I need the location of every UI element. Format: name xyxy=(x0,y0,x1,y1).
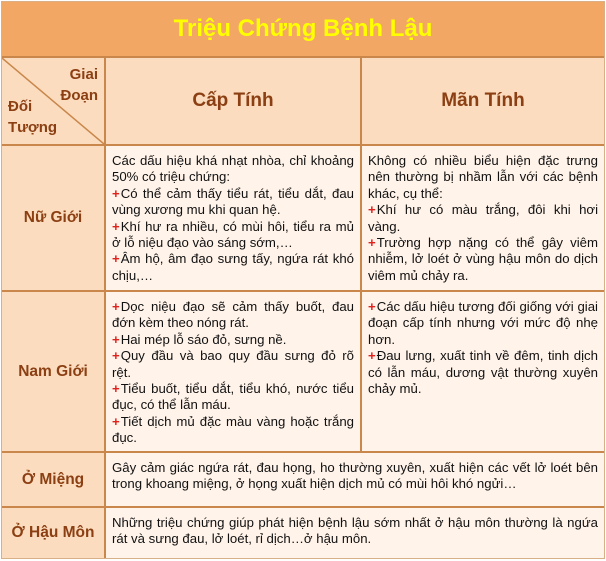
row-label-male: Nam Giới xyxy=(2,292,106,453)
row-label-mouth: Ở Miệng xyxy=(2,453,106,508)
list-item: +Hai mép lỗ sáo đỏ, sưng nề. xyxy=(112,331,287,347)
plus-icon: + xyxy=(112,413,120,429)
plus-icon: + xyxy=(112,331,120,347)
list-item: +Tiểu buốt, tiểu dắt, tiểu khó, nước tiểu đục, có thể lẫn máu. xyxy=(112,381,354,413)
plus-icon: + xyxy=(112,381,120,397)
plus-icon: + xyxy=(368,348,376,364)
stage-label: Giai Đoạn xyxy=(60,66,98,104)
female-acute-cell: Các dấu hiệu khá nhạt nhòa, chỉ khoảng 50% có triệu chứng: +Có thể cảm thấy tiểu rát, tiểu dắt, đau vùng xương mu khi quan hệ. +Khí hư ra nhiều, có mùi hôi, tiểu ra mủ ở lỗ niệu đạo vào sáng sớm,… +Âm hộ, âm đạo sưng tấy, ngứa rát khó chịu,… xyxy=(106,146,362,292)
column-header-acute: Cấp Tính xyxy=(106,58,362,146)
plus-icon: + xyxy=(112,348,120,364)
plus-icon: + xyxy=(368,235,376,251)
plus-icon: + xyxy=(112,251,120,267)
anus-cell: Những triệu chứng giúp phát hiện bệnh lậu sớm nhất ở hậu môn thường là ngứa rát và sưng đau, lở loét, rỉ dịch…ở hậu môn. xyxy=(106,508,604,558)
symptom-table xyxy=(1,1,605,559)
row-label-anus: Ở Hậu Môn xyxy=(2,508,106,558)
corner-header-cell xyxy=(2,58,106,146)
subject-label: Đối Tượng xyxy=(8,98,58,136)
plus-icon: + xyxy=(368,299,376,314)
male-chronic-cell xyxy=(362,292,604,453)
table-title: Triệu Chứng Bệnh Lậu xyxy=(2,2,604,58)
mouth-cell: Gây cảm giác ngứa rát, đau họng, ho thường xuyên, xuất hiện các vết lở loét bên trong khoang miệng, ở họng xuất hiện dịch mủ có mùi hôi khó ngửi… xyxy=(106,453,604,508)
plus-icon: + xyxy=(112,185,120,201)
list-item: +Đau lưng, xuất tinh về đêm, tinh dịch có lẫn máu, dương vật thường xuyên chảy mủ. xyxy=(368,348,598,397)
plus-icon: + xyxy=(368,202,376,218)
list-item: +Khí hư ra nhiều, có mùi hôi, tiểu ra mủ ở lỗ niệu đạo vào sáng sớm,… xyxy=(112,218,354,251)
list-item: +Các dấu hiệu tương đối giống với giai đoạn cấp tính nhưng với mức độ nhẹ hơn. xyxy=(368,299,598,347)
list-item: +Trường hợp nặng có thể gây viêm nhiễm, lở loét ở vùng hậu môn do dịch viêm mủ chảy ra. xyxy=(368,235,598,283)
female-chronic-cell: Không có nhiều biểu hiện đặc trưng nên thường bị nhầm lẫn với các bệnh khác, cụ thể: +Khí hư có màu trắng, đôi khi hơi vàng. +Trường hợp nặng có thể gây viêm nhiễm, lở loét ở vùng hậu môn do dịch viêm mủ chảy ra. xyxy=(362,146,604,292)
row-label-female: Nữ Giới xyxy=(2,146,106,292)
plus-icon: + xyxy=(112,299,120,314)
plus-icon: + xyxy=(112,218,120,234)
list-item: +Quy đầu và bao quy đầu sưng đỏ rõ rệt. xyxy=(112,348,354,380)
list-item: +Dọc niệu đạo sẽ cảm thấy buốt, đau đớn kèm theo nóng rát. xyxy=(112,299,354,331)
list-item: +Âm hộ, âm đạo sưng tấy, ngứa rát khó chịu,… xyxy=(112,251,354,283)
male-acute-cell xyxy=(106,292,362,453)
column-header-chronic: Mãn Tính xyxy=(362,58,604,146)
list-item: +Có thể cảm thấy tiểu rát, tiểu dắt, đau vùng xương mu khi quan hệ. xyxy=(112,185,354,218)
list-item: +Tiết dịch mủ đặc màu vàng hoặc trắng đục. xyxy=(112,413,354,446)
list-item: +Khí hư có màu trắng, đôi khi hơi vàng. xyxy=(368,202,598,234)
